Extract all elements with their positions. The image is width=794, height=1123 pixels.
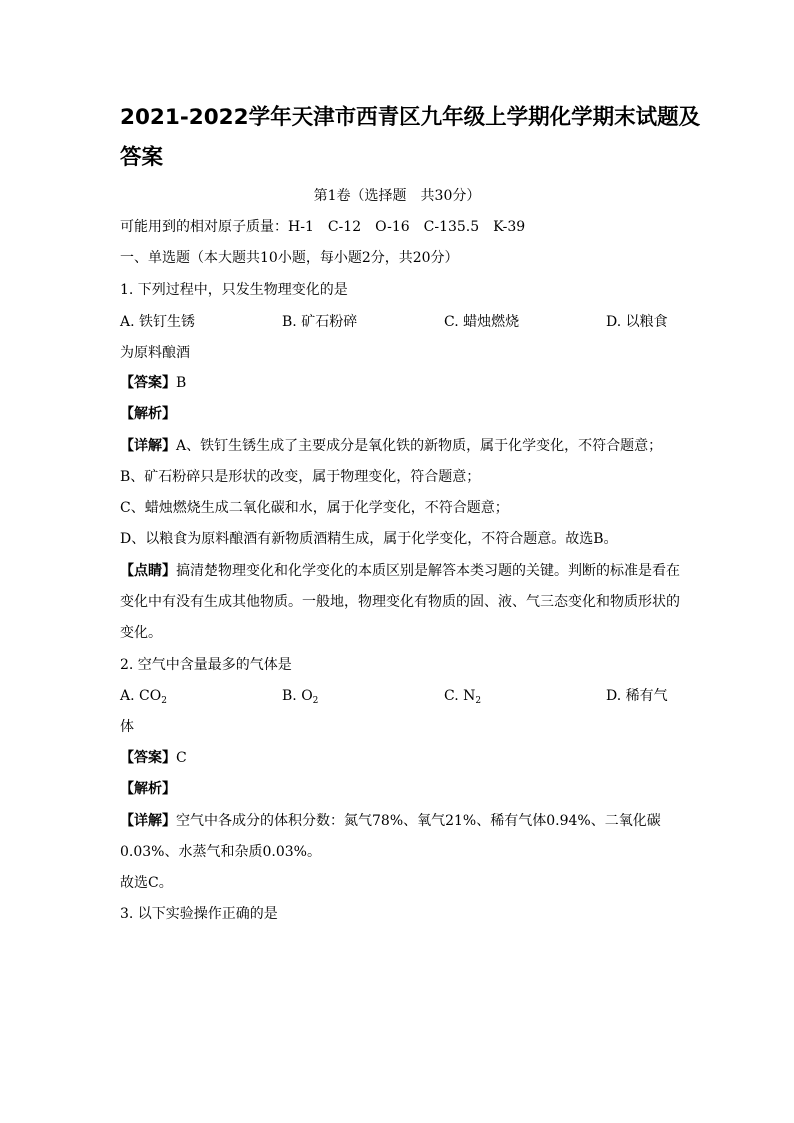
question-1-option-d: D. 以粮食 <box>606 314 668 330</box>
option-c-formula: C. N <box>444 688 476 704</box>
question-1-detail-b: B、矿石粉碎只是形状的改变，属于物理变化，符合题意； <box>120 469 481 485</box>
option-b-formula: B. O <box>282 688 313 704</box>
question-2-answer <box>120 748 187 768</box>
question-2-option-d-continued: 体 <box>120 719 134 735</box>
question-1-option-a: A. 铁钉生锈 <box>120 314 196 330</box>
question-1-stem: 1. 下列过程中，只发生物理变化的是 <box>120 282 348 298</box>
question-2-option-b <box>282 686 318 711</box>
tip-text: 搞清楚物理变化和化学变化的本质区别是解答本类习题的关键。判断的标准是看在 <box>176 563 680 579</box>
question-2-detail-line-1 <box>120 811 661 831</box>
question-2-stem: 2. 空气中含量最多的气体是 <box>120 657 292 673</box>
analysis-label: 【解析】 <box>120 406 176 422</box>
detail-label: 【详解】 <box>120 438 176 454</box>
section-header: 第1卷（选择题 共30分） <box>313 188 481 204</box>
question-1-answer <box>120 373 186 393</box>
question-1-detail-c: C、蜡烛燃烧生成二氧化碳和水，属于化学变化，不符合题意； <box>120 500 509 516</box>
option-c-subscript: 2 <box>475 696 482 706</box>
tip-label: 【点睛】 <box>120 563 176 579</box>
detail-label: 【详解】 <box>120 813 176 829</box>
question-1-tip-line-2: 变化中有没有生成其他物质。一般地，物理变化有物质的固、液、气三态变化和物质形状的 <box>120 594 680 610</box>
question-1-tip-line-3: 变化。 <box>120 625 162 641</box>
answer-value: B <box>176 375 187 391</box>
question-2-analysis-label <box>120 779 176 799</box>
question-1-detail-a <box>120 436 662 456</box>
question-2-detail-line-2: 0.03%、水蒸气和杂质0.03%。 <box>120 844 321 860</box>
detail-text: A、铁钉生锈生成了主要成分是氧化铁的新物质，属于化学变化，不符合题意； <box>176 438 663 454</box>
option-a-subscript: 2 <box>161 696 167 706</box>
option-b-subscript: 2 <box>312 696 319 706</box>
answer-value: C <box>176 750 187 766</box>
question-1-option-b: B. 矿石粉碎 <box>282 314 358 330</box>
question-3-stem: 3. 以下实验操作正确的是 <box>120 906 278 922</box>
question-2-conclusion: 故选C。 <box>120 875 173 891</box>
question-2-option-d: D. 稀有气 <box>606 688 668 704</box>
question-1-tip-line-1 <box>120 561 680 581</box>
question-1-option-c: C. 蜡烛燃烧 <box>444 314 520 330</box>
answer-label: 【答案】 <box>120 375 176 391</box>
option-a-formula: A. CO <box>120 688 162 704</box>
question-2-option-c <box>444 686 481 711</box>
analysis-label: 【解析】 <box>120 781 176 797</box>
question-1-analysis-label <box>120 404 176 424</box>
document-title-line-2: 答案 <box>120 145 164 170</box>
document-title-line-1: 2021-2022学年天津市西青区九年级上学期化学期末试题及 <box>120 105 701 130</box>
answer-label: 【答案】 <box>120 750 176 766</box>
atomic-masses-note: 可能用到的相对原子质量：H-1 C-12 O-16 C-135.5 K-39 <box>120 219 526 235</box>
detail-text: 空气中各成分的体积分数：氮气78%、氧气21%、稀有气体0.94%、二氧化碳 <box>176 813 661 829</box>
question-2-option-a <box>120 686 167 711</box>
part-one-heading: 一、单选题（本大题共10小题，每小题2分，共20分） <box>120 250 459 266</box>
question-1-option-d-continued: 为原料酿酒 <box>120 345 190 361</box>
question-1-detail-d: D、以粮食为原料酿酒有新物质酒精生成，属于化学变化，不符合题意。故选B。 <box>120 531 618 547</box>
